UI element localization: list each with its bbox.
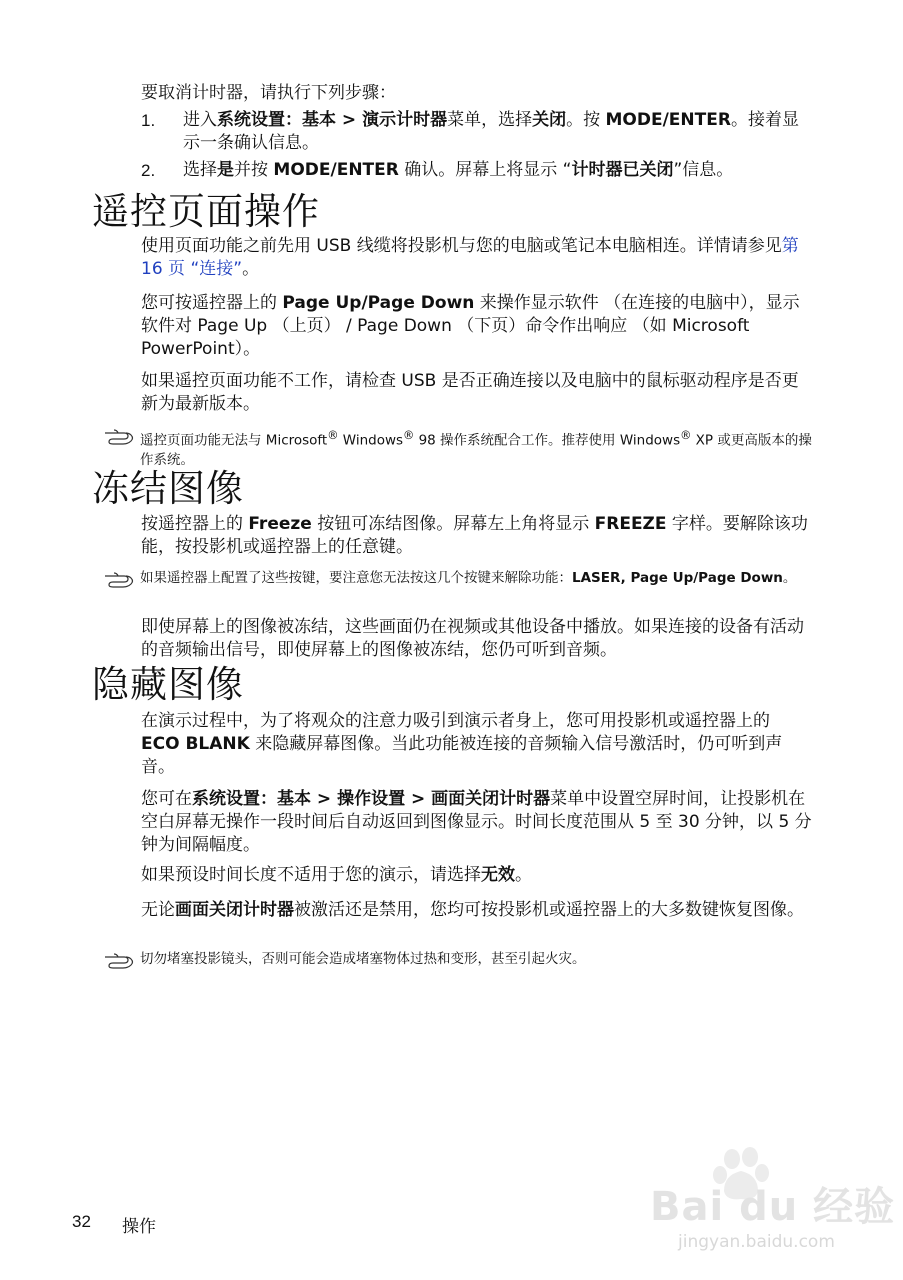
section-title-freeze: 冻结图像 [92,467,244,510]
pointing-hand-icon [104,951,138,969]
paragraph: 无论画面关闭计时器被激活还是禁用，您均可按投影机或遥控器上的大多数键恢复图像。 [141,900,804,920]
paragraph: 您可按遥控器上的 Page Up/Page Down 来操作显示软件 （在连接的电脑中），显示软件对 Page Up （上页） / Page Down （下页）命令作出响应 （如 Microsoft PowerPoint）。 [141,293,800,359]
paragraph: 如果预设时间长度不适用于您的演示，请选择无效。 [141,865,532,885]
step-item: 2. 选择是并按 MODE/ENTER 确认。屏幕上将显示 “计时器已关闭”信息。 [141,160,734,180]
watermark-brand: Bai du 经验 [650,1184,896,1230]
paragraph: 在演示过程中，为了将观众的注意力吸引到演示者身上，您可用投影机或遥控器上的 ECO BLANK 来隐藏屏幕图像。当此功能被连接的音频输入信号激活时，仍可听到声音。 [141,711,783,777]
paragraph: 您可在系统设置：基本 > 操作设置 > 画面关闭计时器菜单中设置空屏时间，让投影机在空白屏幕无操作一段时间后自动返回到图像显示。时间长度范围从 5 至 30 分钟，以 5 分钟为间隔幅度。 [141,789,812,855]
intro-text: 要取消计时器，请执行下列步骤： [141,83,396,103]
steps-list [141,109,813,186]
section-title-hide-image: 隐藏图像 [92,663,244,706]
page-number: 32 [72,1212,91,1231]
note: 如果遥控器上配置了这些按键，要注意您无法按这几个按键来解除功能：LASER, Page Up/Page Down。 [104,569,824,588]
paragraph: 即使屏幕上的图像被冻结，这些画面仍在视频或其他设备中播放。如果连接的设备有活动的音频输出信号，即使屏幕上的图像被冻结，您仍可听到音频。 [141,617,804,660]
paragraph: 按遥控器上的 Freeze 按钮可冻结图像。屏幕左上角将显示 FREEZE 字样。要解除该功能，按投影机或遥控器上的任意键。 [141,514,808,557]
paragraph: 如果遥控页面功能不工作，请检查 USB 是否正确连接以及电脑中的鼠标驱动程序是否更新为最新版本。 [141,371,799,414]
watermark-url: jingyan.baidu.com [678,1232,835,1252]
section-title-remote-paging: 遥控页面操作 [92,190,320,233]
step-item: 1. 进入系统设置：基本 > 演示计时器菜单，选择关闭。按 MODE/ENTER。接着显示一条确认信息。 [141,110,799,153]
note: 遥控页面功能无法与 Microsoft® Windows® 98 操作系统配合工作。推荐使用 Windows® XP 或更高版本的操作系统。 [104,426,824,470]
pointing-hand-icon [104,427,138,445]
footer-title: 操作 [122,1217,156,1237]
link-connection[interactable]: 第 16 页 “连接” [141,236,799,279]
pointing-hand-icon [104,570,138,588]
note: 切勿堵塞投影镜头，否则可能会造成堵塞物体过热和变形，甚至引起火灾。 [104,950,824,969]
paragraph: 使用页面功能之前先用 USB 线缆将投影机与您的电脑或笔记本电脑相连。详情请参见第 16 页 “连接”。 [141,236,799,279]
